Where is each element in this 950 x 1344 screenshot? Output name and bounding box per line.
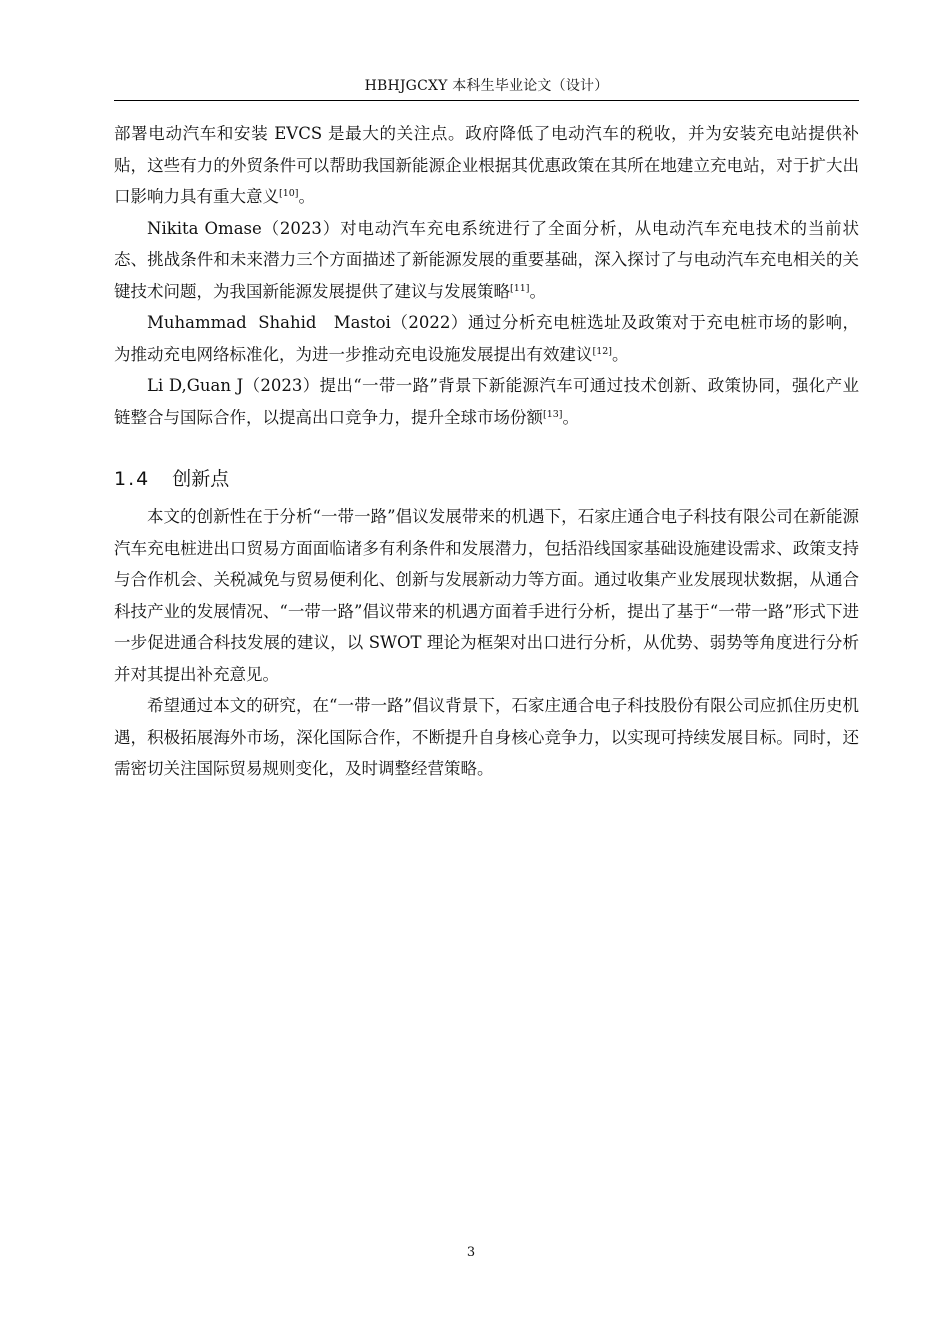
citation-ref: [10] [279, 188, 299, 199]
paragraph-tail: 。 [562, 407, 580, 427]
paragraph-text: Li D,Guan J（2023）提出“一带一路”背景下新能源汽车可通过技术创新、政策协同，强化产业链整合与国际合作，以提高出口竞争力，提升全球市场份额 [114, 376, 859, 427]
paragraph-text: 部署电动汽车和安装 EVCS 是最大的关注点。政府降低了电动汽车的税收，并为安装充电站提供补贴，这些有力的外贸条件可以帮助我国新能源企业根据其优惠政策在其所在地建立充电站，对于扩大出口影响力具有重大意义 [114, 124, 859, 206]
paragraph-innovation: 本文的创新性在于分析“一带一路”倡议发展带来的机遇下，石家庄通合电子科技有限公司在新能源汽车充电桩进出口贸易方面面临诸多有利条件和发展潜力，包括沿线国家基础设施建设需求、政策支持与合作机会、关税减免与贸易便利化、创新与发展新动力等方面。通过收集产业发展现状数据，从通合科技产业的发展情况、“一带一路”倡议带来的机遇方面着手进行分析，提出了基于“一带一路”形式下进一步促进通合科技发展的建议，以 SWOT 理论为框架对出口进行分析，从优势、弱势等角度进行分析并对其提出补充意见。 [114, 507, 859, 684]
paragraph-text: Muhammad Shahid Mastoi（2022）通过分析充电桩选址及政策对于充电桩市场的影响，为推动充电网络标准化，为进一步推动充电设施发展提出有效建议 [114, 313, 859, 364]
paragraph-tail: 。 [298, 187, 316, 206]
running-header: HBHJGCXY 本科生毕业论文（设计） [364, 78, 609, 94]
citation-ref: [13] [543, 408, 563, 420]
page-number: 3 [466, 1245, 476, 1260]
paragraph-tail: 。 [529, 281, 547, 301]
section-heading [114, 463, 859, 495]
section-title: 创新点 [172, 468, 230, 490]
paragraph-outlook: 希望通过本文的研究，在“一带一路”倡议背景下，石家庄通合电子科技股份有限公司应抓住历史机遇，积极拓展海外市场，深化国际合作，不断提升自身核心竞争力，以实现可持续发展目标。同时，还需密切关注国际贸易规则变化，及时调整经营策略。 [114, 696, 859, 778]
paragraph-omase [114, 213, 859, 308]
paragraph-li-guan [114, 370, 859, 433]
header-divider [114, 100, 859, 101]
paragraph-tail: 。 [612, 344, 629, 364]
page-body [114, 118, 859, 785]
citation-ref: [11] [510, 282, 530, 294]
citation-ref: [12] [592, 345, 613, 357]
paragraph-evcs [114, 118, 859, 213]
paragraph-text: Nikita Omase（2023）对电动汽车充电系统进行了全面分析，从电动汽车充电技术的当前状态、挑战条件和未来潜力三个方面描述了新能源发展的重要基础，深入探讨了与电动汽车充电相关的关键技术问题，为我国新能源发展提供了建议与发展策略 [114, 218, 859, 301]
section-number: 1.4 [114, 468, 151, 490]
paragraph-mastoi [114, 307, 859, 370]
